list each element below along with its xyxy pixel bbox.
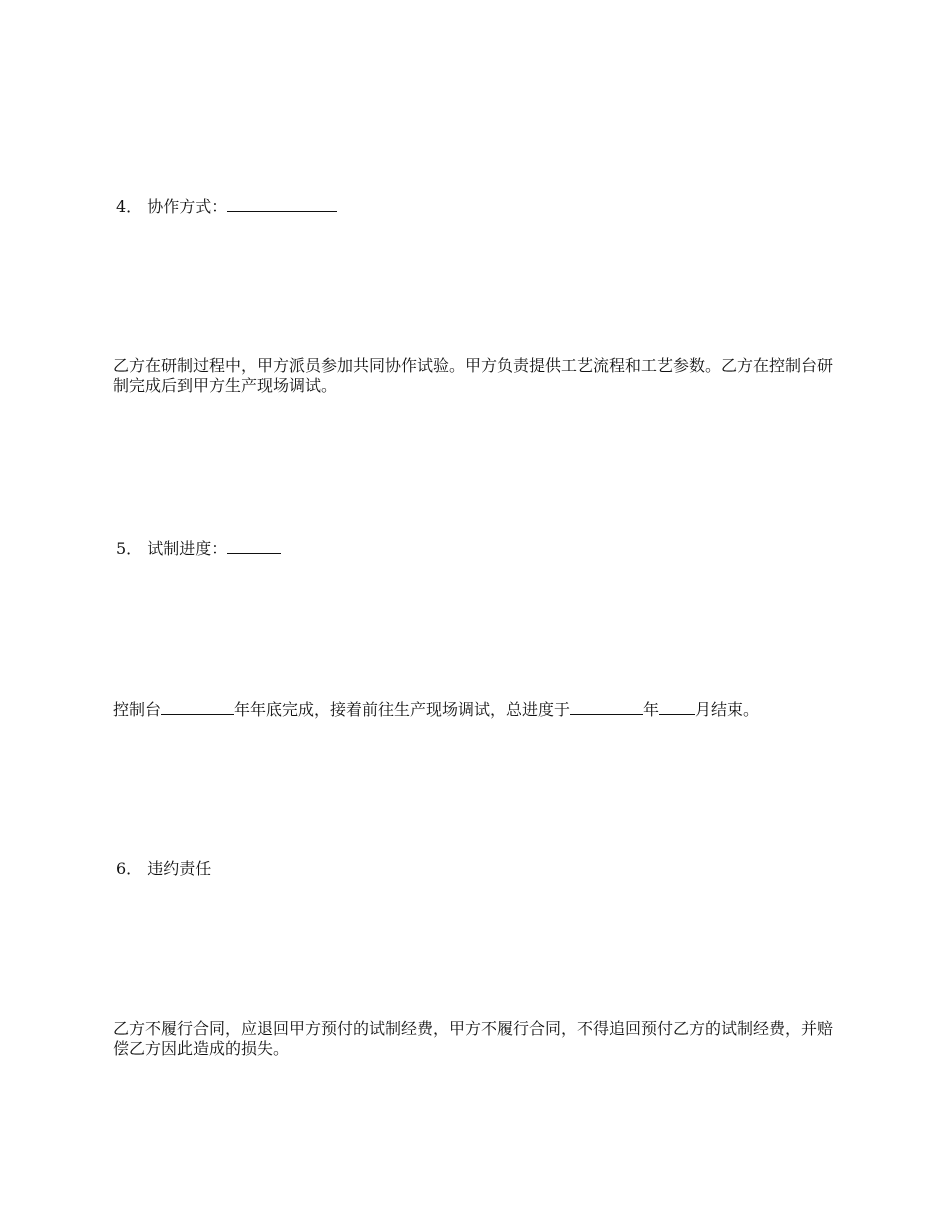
console-year-blank[interactable] <box>161 699 234 715</box>
section-6-paragraph: 乙方不履行合同，应退回甲方预付的试制经费，甲方不履行合同，不得追回预付乙方的试制经费，并赔偿乙方因此造成的损失。 <box>113 1019 834 1058</box>
section-4-heading <box>116 196 844 217</box>
end-year-blank[interactable] <box>570 699 643 715</box>
section-5-heading <box>116 538 844 559</box>
section-6-heading: 6． 违约责任 <box>116 859 212 878</box>
section-5-text-4: 月结束。 <box>695 700 760 719</box>
section-5-text-1: 控制台 <box>113 700 162 719</box>
section-4-heading-text: 4． 协作方式： <box>116 197 228 216</box>
section-5-text-3: 年 <box>643 700 660 719</box>
section-4-paragraph: 乙方在研制过程中，甲方派员参加共同协作试验。甲方负责提供工艺流程和工艺参数。乙方在控制台研制完成后到甲方生产现场调试。 <box>113 356 834 395</box>
cooperation-method-blank[interactable] <box>227 196 337 212</box>
section-5-paragraph <box>113 699 841 720</box>
section-5-heading-text: 5． 试制进度： <box>116 539 228 558</box>
end-month-blank[interactable] <box>659 699 695 715</box>
trial-progress-blank[interactable] <box>227 538 281 554</box>
section-5-text-2: 年年底完成，接着前往生产现场调试，总进度于 <box>234 700 571 719</box>
